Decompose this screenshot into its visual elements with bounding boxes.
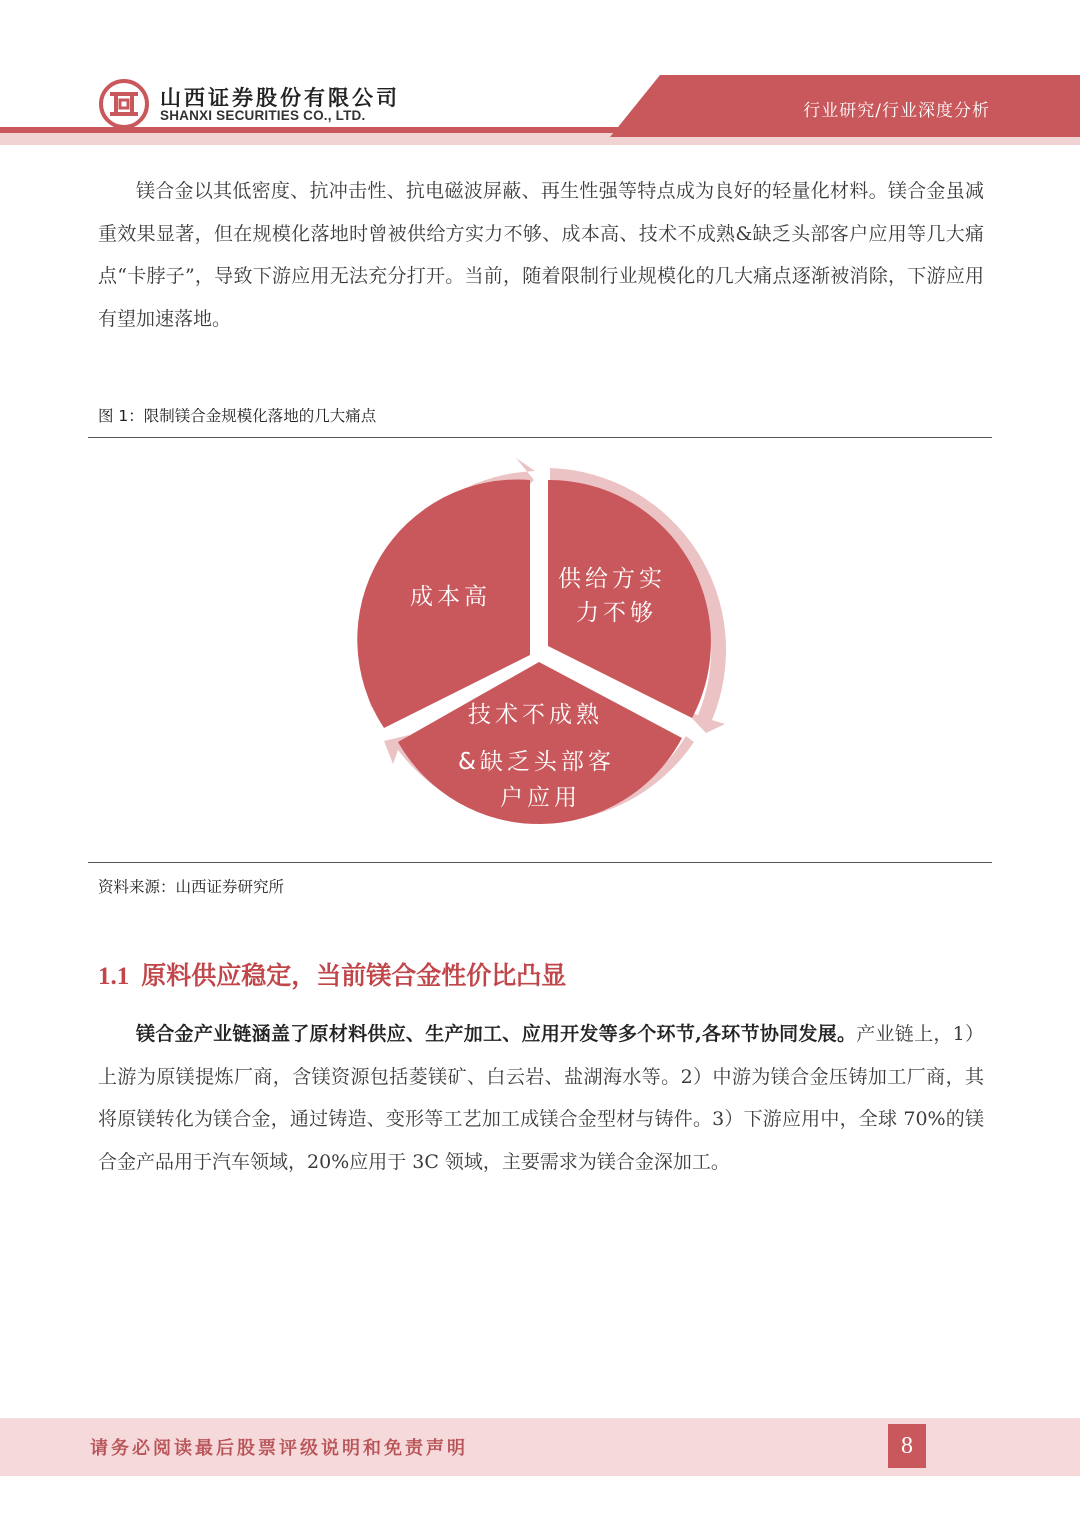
pain-points-diagram: [340, 450, 740, 850]
figure-caption: 图 1：限制镁合金规模化落地的几大痛点: [98, 407, 377, 425]
company-name-cn: 山西证券股份有限公司: [160, 86, 400, 110]
industry-chain-paragraph: [98, 1013, 984, 1183]
section-title: 原料供应稳定，当前镁合金性价比凸显: [141, 961, 567, 990]
segment-label-tech-line1: 技术不成熟: [468, 702, 603, 728]
figure-source: 资料来源：山西证券研究所: [98, 878, 285, 896]
segment-label-supply-line1: 供给方实: [558, 566, 666, 592]
source-divider: [88, 862, 992, 863]
page-number: 8: [888, 1424, 926, 1468]
segment-label-tech-line2: &缺乏头部客: [458, 749, 615, 775]
segment-label-tech-line3: 户应用: [500, 785, 581, 811]
intro-paragraph: 镁合金以其低密度、抗冲击性、抗电磁波屏蔽、再生性强等特点成为良好的轻量化材料。镁合金虽减重效果显著，但在规模化落地时曾被供给方实力不够、成本高、技术不成熟&缺乏头部客户应用等几大痛点“卡脖子”，导致下游应用无法充分打开。当前，随着限制行业规模化的几大痛点逐渐被消除，下游应用有望加速落地。: [98, 180, 984, 330]
paragraph-body: 产业链上，1）上游为原镁提炼厂商，含镁资源包括菱镁矿、白云岩、盐湖海水等。2）中游为镁合金压铸加工厂商，其将原镁转化为镁合金，通过铸造、变形等工艺加工成镁合金型材与铸件。3）下游应用中，全球 70%的镁合金产品用于汽车领域，20%应用于 3C 领域，主要需求为镁合金深加工。: [98, 1023, 984, 1173]
section-heading: [98, 956, 566, 992]
segment-label-supply-line2: 力不够: [576, 600, 657, 626]
caption-divider: [88, 437, 992, 438]
company-name-en: SHANXI SECURITIES CO., LTD.: [160, 108, 366, 123]
section-number: 1.1: [98, 963, 130, 990]
report-category: 行业研究/行业深度分析: [803, 101, 990, 121]
footer-disclaimer[interactable]: 请务必阅读最后股票评级说明和免责声明: [90, 1438, 468, 1459]
paragraph-lead: 镁合金产业链涵盖了原材料供应、生产加工、应用开发等多个环节,各环节协同发展。: [136, 1023, 857, 1045]
segment-label-cost: 成本高: [410, 584, 491, 610]
company-logo-icon: [98, 78, 150, 130]
